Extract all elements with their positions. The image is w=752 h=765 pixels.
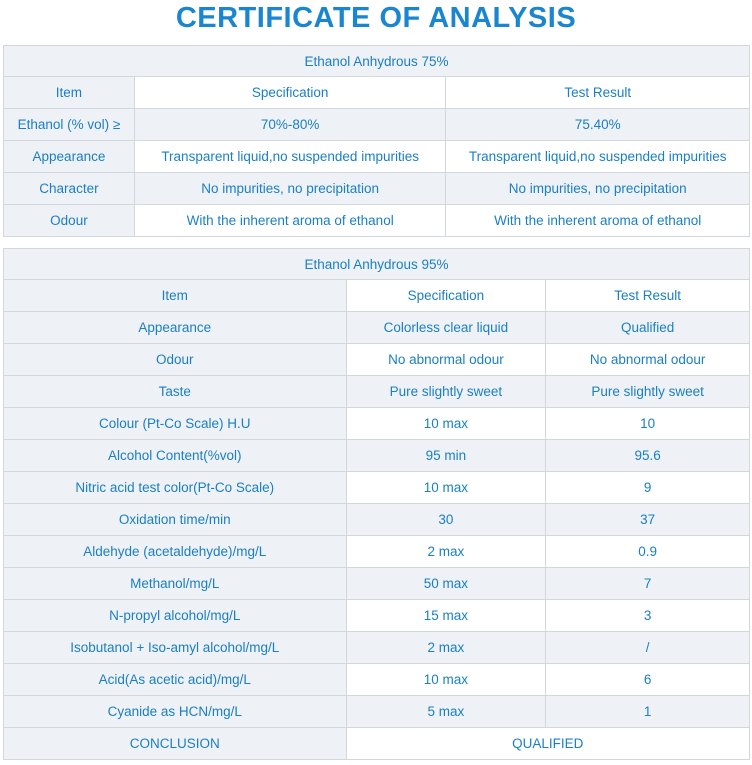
result-header: Test Result	[546, 280, 750, 312]
ethanol-95-table	[3, 248, 750, 760]
result-cell: /	[546, 632, 750, 664]
result-cell: 1	[546, 696, 750, 728]
table-row	[4, 440, 750, 472]
table-row	[4, 504, 750, 536]
specification-cell: 10 max	[346, 664, 546, 696]
specification-cell: 2 max	[346, 536, 546, 568]
result-cell: 9	[546, 472, 750, 504]
result-cell: 0.9	[546, 536, 750, 568]
table-row	[4, 632, 750, 664]
item-cell: Aldehyde (acetaldehyde)/mg/L	[4, 536, 347, 568]
item-cell: Colour (Pt-Co Scale) H.U	[4, 408, 347, 440]
table-caption-row	[4, 46, 750, 77]
item-cell: Cyanide as HCN/mg/L	[4, 696, 347, 728]
specification-header: Specification	[346, 280, 546, 312]
item-cell: Methanol/mg/L	[4, 568, 347, 600]
specification-cell: Pure slightly sweet	[346, 376, 546, 408]
result-cell: 75.40%	[446, 109, 750, 141]
item-cell: Nitric acid test color(Pt-Co Scale)	[4, 472, 347, 504]
specification-cell: 5 max	[346, 696, 546, 728]
item-cell: Appearance	[4, 141, 135, 173]
specification-cell: 2 max	[346, 632, 546, 664]
specification-cell: Colorless clear liquid	[346, 312, 546, 344]
table-caption: Ethanol Anhydrous 75%	[4, 46, 750, 77]
specification-cell: 70%-80%	[134, 109, 446, 141]
table-header-row	[4, 77, 750, 109]
table-caption: Ethanol Anhydrous 95%	[4, 249, 750, 280]
result-header: Test Result	[446, 77, 750, 109]
item-header: Item	[4, 280, 347, 312]
table-row	[4, 696, 750, 728]
item-cell: Acid(As acetic acid)/mg/L	[4, 664, 347, 696]
specification-cell: 50 max	[346, 568, 546, 600]
table-row	[4, 141, 750, 173]
item-cell: Character	[4, 173, 135, 205]
specification-cell: 10 max	[346, 408, 546, 440]
result-cell: Pure slightly sweet	[546, 376, 750, 408]
specification-cell: No impurities, no precipitation	[134, 173, 446, 205]
result-cell: 6	[546, 664, 750, 696]
item-cell: Oxidation time/min	[4, 504, 347, 536]
table-row	[4, 472, 750, 504]
table-row	[4, 312, 750, 344]
table-header-row	[4, 280, 750, 312]
item-cell: Taste	[4, 376, 347, 408]
specification-cell: No abnormal odour	[346, 344, 546, 376]
item-cell: N-propyl alcohol/mg/L	[4, 600, 347, 632]
item-cell: Ethanol (% vol) ≥	[4, 109, 135, 141]
conclusion-value: QUALIFIED	[346, 728, 749, 760]
table-row	[4, 568, 750, 600]
conclusion-row	[4, 728, 750, 760]
table-row	[4, 109, 750, 141]
specification-cell: With the inherent aroma of ethanol	[134, 205, 446, 237]
item-cell: Alcohol Content(%vol)	[4, 440, 347, 472]
result-cell: 7	[546, 568, 750, 600]
ethanol-75-table	[3, 45, 750, 237]
result-cell: With the inherent aroma of ethanol	[446, 205, 750, 237]
result-cell: 3	[546, 600, 750, 632]
specification-cell: 30	[346, 504, 546, 536]
table-caption-row	[4, 249, 750, 280]
table-row	[4, 344, 750, 376]
result-cell: 10	[546, 408, 750, 440]
result-cell: Qualified	[546, 312, 750, 344]
result-cell: 37	[546, 504, 750, 536]
item-cell: Odour	[4, 344, 347, 376]
table-row	[4, 536, 750, 568]
table-row	[4, 376, 750, 408]
table-row	[4, 205, 750, 237]
conclusion-label: CONCLUSION	[4, 728, 347, 760]
table-row	[4, 600, 750, 632]
page-title: CERTIFICATE OF ANALYSIS	[175, 2, 577, 34]
result-cell: Transparent liquid,no suspended impurities	[446, 141, 750, 173]
item-header: Item	[4, 77, 135, 109]
specification-cell: 15 max	[346, 600, 546, 632]
specification-cell: 95 min	[346, 440, 546, 472]
specification-cell: Transparent liquid,no suspended impurities	[134, 141, 446, 173]
table-row	[4, 664, 750, 696]
item-cell: Appearance	[4, 312, 347, 344]
result-cell: No abnormal odour	[546, 344, 750, 376]
item-cell: Odour	[4, 205, 135, 237]
result-cell: 95.6	[546, 440, 750, 472]
item-cell: Isobutanol + Iso-amyl alcohol/mg/L	[4, 632, 347, 664]
table-row	[4, 173, 750, 205]
result-cell: No impurities, no precipitation	[446, 173, 750, 205]
specification-header: Specification	[134, 77, 446, 109]
specification-cell: 10 max	[346, 472, 546, 504]
table-row	[4, 408, 750, 440]
